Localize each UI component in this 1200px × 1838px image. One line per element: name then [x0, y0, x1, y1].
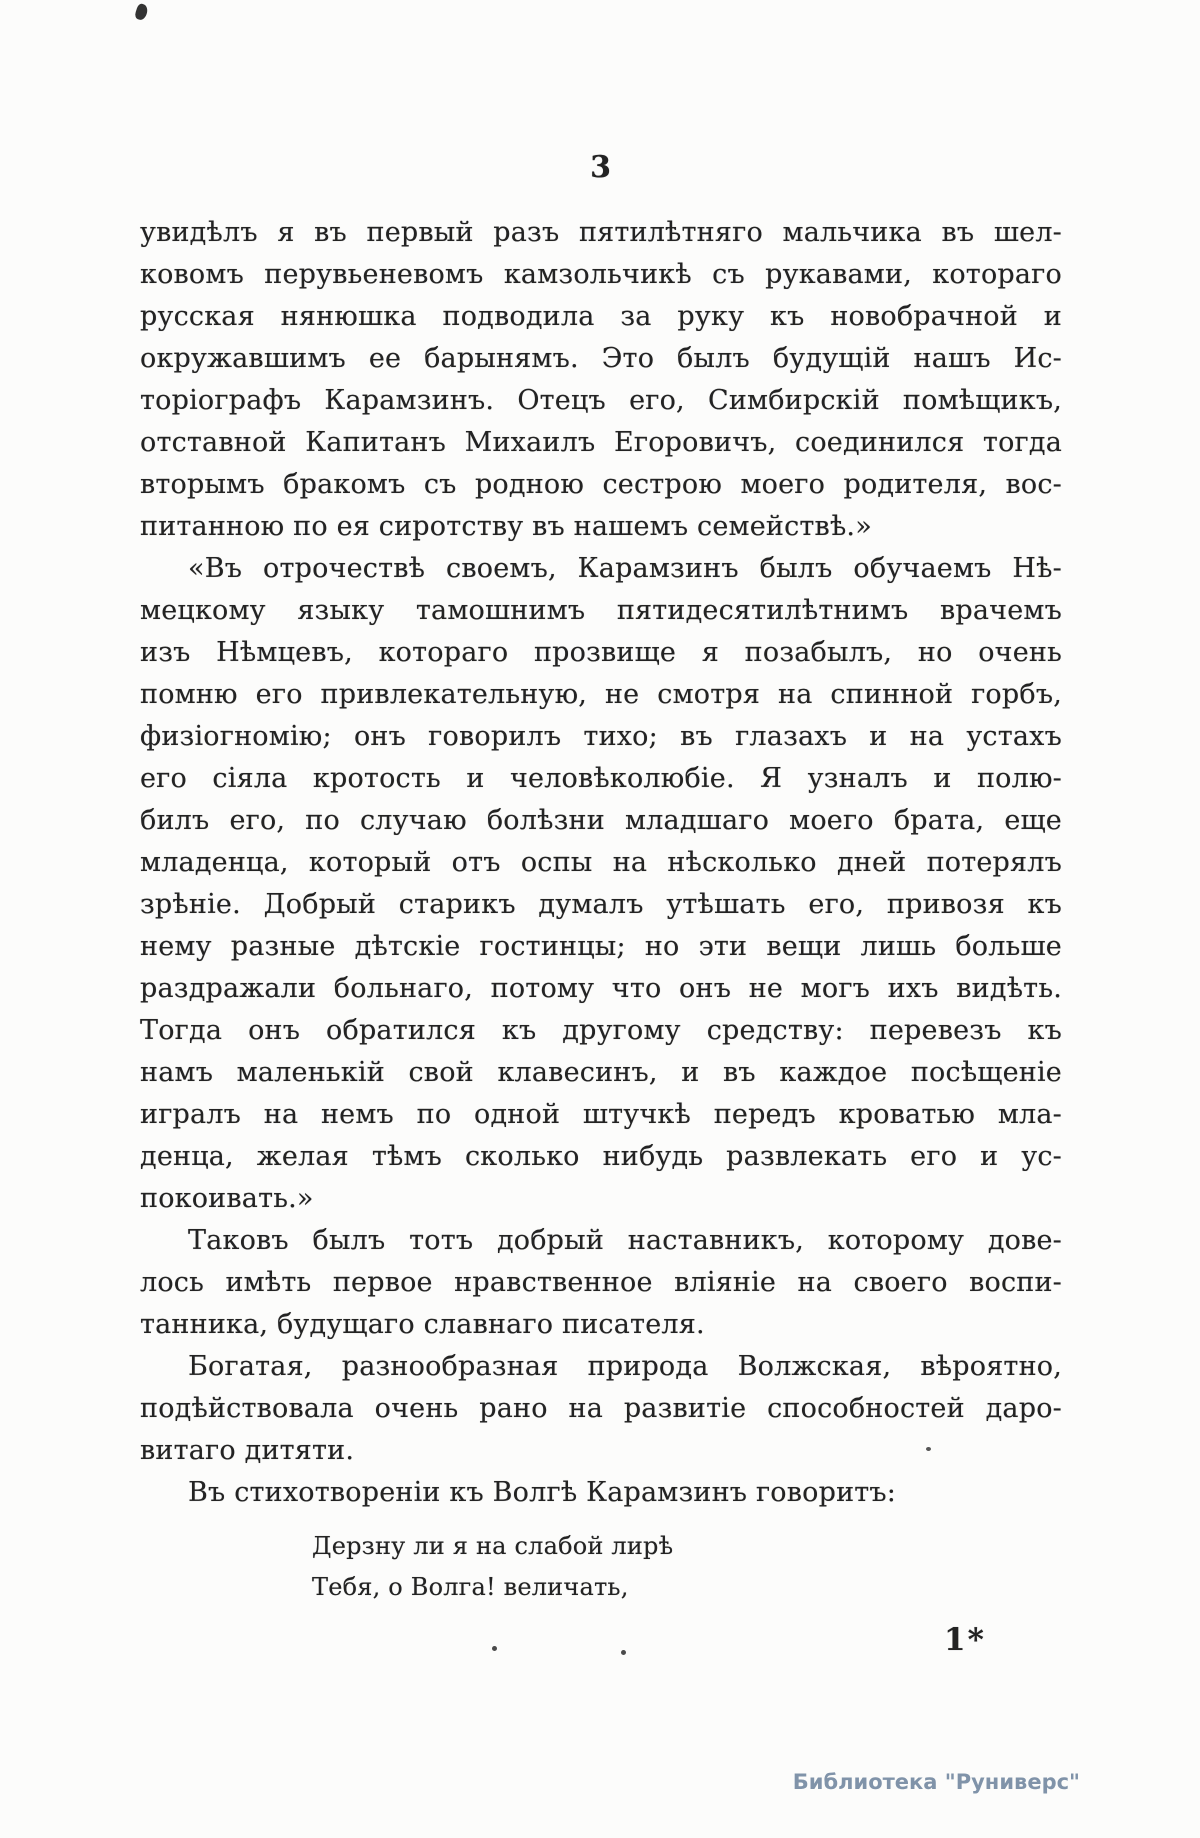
text-line: игралъ на немъ по одной штучкѣ передъ кроватью мла-: [140, 1099, 1062, 1130]
text-line: нему разные дѣтскіе гостинцы; но эти вещи лишь больше: [140, 931, 1062, 962]
text-line: танника, будущаго славнаго писателя.: [140, 1309, 705, 1340]
text-line: мецкому языку тамошнимъ пятидесятилѣтнимъ врачемъ: [140, 595, 1062, 626]
scan-speck: [134, 3, 149, 22]
text-line: окружавшимъ ее барынямъ. Это былъ будущій нашъ Ис-: [140, 343, 1062, 374]
scan-speck: [492, 1646, 497, 1651]
signature-mark: 1*: [944, 1622, 986, 1658]
text-line: помню его привлекательную, не смотря на спинной горбъ,: [140, 679, 1062, 710]
text-line: его сіяла кротость и человѣколюбіе. Я узналъ и полю-: [140, 763, 1062, 794]
paragraphs: [140, 212, 1062, 1514]
text-line: торіографъ Карамзинъ. Отецъ его, Симбирскій помѣщикъ,: [140, 385, 1062, 416]
verse-block: [140, 1526, 1062, 1608]
text-line: русская нянюшка подводила за руку къ новобрачной и: [140, 301, 1062, 332]
text-line: Тогда онъ обратился къ другому средству: перевезъ къ: [140, 1015, 1062, 1046]
text-line: вторымъ бракомъ съ родною сестрою моего родителя, вос-: [140, 469, 1062, 500]
verse-line: Тебя, о Волга! величать,: [312, 1573, 629, 1601]
scan-speck: [926, 1447, 931, 1451]
text-line: отставной Капитанъ Михаилъ Егоровичъ, соединился тогда: [140, 427, 1062, 458]
page-number: 3: [590, 150, 612, 185]
text-line: лось имѣть первое нравственное вліяніе на своего воспи-: [140, 1267, 1062, 1298]
text-line: младенца, который отъ оспы на нѣсколько дней потерялъ: [140, 847, 1062, 878]
text-line: денца, желая тѣмъ сколько нибудь развлекать его и ус-: [140, 1141, 1062, 1172]
text-line: зрѣніе. Добрый старикъ думалъ утѣшать его, привозя къ: [140, 889, 1062, 920]
text-line: покоивать.»: [140, 1183, 314, 1214]
text-line: физіогномію; онъ говорилъ тихо; въ глазахъ и на устахъ: [140, 721, 1062, 752]
text-line: ковомъ перувьеневомъ камзольчикѣ съ рукавами, котораго: [140, 259, 1062, 290]
text-line: питанною по ея сиротству въ нашемъ семействѣ.»: [140, 511, 872, 542]
text-line: изъ Нѣмцевъ, котораго прозвище я позабылъ, но очень: [140, 637, 1062, 668]
text-line: намъ маленькій свой клавесинъ, и въ каждое посѣщеніе: [140, 1057, 1062, 1088]
library-watermark: Библиотека "Руниверс": [792, 1770, 1080, 1794]
text-line: Богатая, разнообразная природа Волжская, вѣроятно,: [188, 1351, 1062, 1382]
text-line: Таковъ былъ тотъ добрый наставникъ, которому дове-: [188, 1225, 1062, 1256]
text-line: подѣйствовала очень рано на развитіе способностей даро-: [140, 1393, 1062, 1424]
text-block: [140, 212, 1062, 1608]
text-line: раздражали больнаго, потому что онъ не могъ ихъ видѣть.: [140, 973, 1062, 1004]
text-line: увидѣлъ я въ первый разъ пятилѣтняго мальчика въ шел-: [140, 217, 1062, 248]
text-line: витаго дитяти.: [140, 1435, 355, 1466]
verse-line: Дерзну ли я на слабой лирѣ: [312, 1532, 674, 1560]
text-line: Въ стихотвореніи къ Волгѣ Карамзинъ говоритъ:: [188, 1477, 897, 1508]
text-line: билъ его, по случаю болѣзни младшаго моего брата, еще: [140, 805, 1062, 836]
scan-speck: [621, 1650, 626, 1655]
text-line: «Въ отрочествѣ своемъ, Карамзинъ былъ обучаемъ Нѣ-: [188, 553, 1062, 584]
